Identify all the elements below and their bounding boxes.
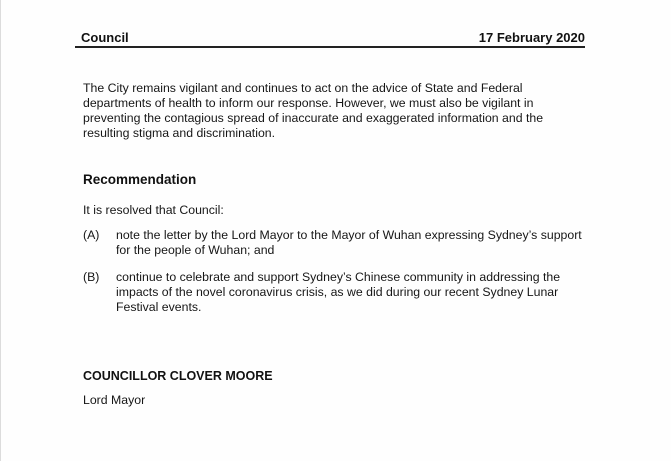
header-organisation: Council: [81, 30, 129, 45]
header-date: 17 February 2020: [478, 30, 585, 45]
section-heading-recommendation: Recommendation: [83, 172, 197, 187]
item-line: impacts of the novel coronavirus crisis, as we did during our recent Sydney Lunar: [116, 285, 559, 299]
resolved-intro: It is resolved that Council:: [83, 203, 224, 217]
item-line: continue to celebrate and support Sydney’s Chinese community in addressing the: [116, 270, 561, 284]
intro-line: The City remains vigilant and continues to act on the advice of State and Federal: [83, 81, 523, 95]
intro-line: departments of health to inform our response. However, we must also be vigilant in: [83, 96, 534, 110]
page-header: [75, 30, 585, 48]
item-line: note the letter by the Lord Mayor to the Mayor of Wuhan expressing Sydney’s support: [116, 228, 582, 242]
signatory-name: COUNCILLOR CLOVER MOORE: [83, 369, 273, 383]
item-text: [116, 270, 596, 315]
intro-line: preventing the contagious spread of inaccurate and exaggerated information and the: [83, 111, 544, 125]
item-line: Festival events.: [116, 300, 202, 314]
signatory-title: Lord Mayor: [83, 393, 146, 407]
item-label: (A): [83, 228, 100, 242]
item-line: for the people of Wuhan; and: [116, 243, 275, 257]
item-text: [116, 228, 596, 258]
intro-paragraph: [83, 81, 593, 141]
intro-line: resulting stigma and discrimination.: [83, 126, 276, 140]
item-label: (B): [83, 270, 100, 284]
